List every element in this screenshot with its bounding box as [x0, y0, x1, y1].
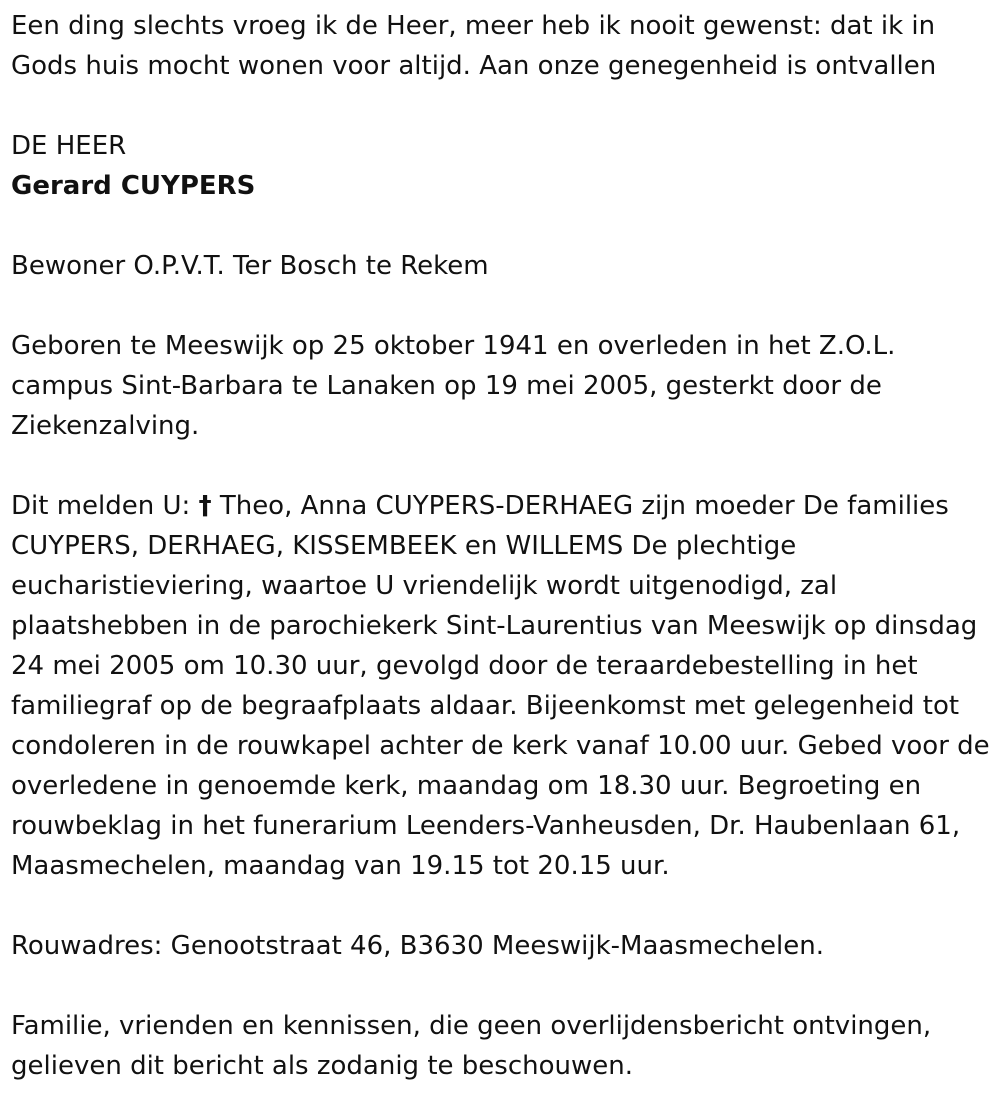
spacer: [11, 86, 991, 126]
announcement-body: Theo, Anna CUYPERS-DERHAEG zijn moeder De families CUYPERS, DERHAEG, KISSEMBEEK en WILLEMS De plechtige eucharistieviering, waartoe U vriendelijk wordt uitgenodigd, zal plaatshebben in de parochiekerk Sint-Laurentius van Meeswijk op dinsdag 24 mei 2005 om 10.30 uur, gevolgd door de teraardebestelling in het familiegraf op de begraafplaats aldaar. Bijeenkomst met gelegenheid tot condoleren in de rouwkapel achter de kerk vanaf 10.00 uur. Gebed voor de overledene in genoemde kerk, maandag om 18.30 uur. Begroeting en rouwbeklag in het funerarium Leenders-Vanheusden, Dr. Haubenlaan 61, Maasmechelen, maandag van 19.15 tot 20.15 uur.: [11, 491, 990, 881]
spacer: [11, 286, 991, 326]
spacer: [11, 446, 991, 486]
deceased-title: DE HEER: [11, 131, 127, 161]
deceased-name: Gerard CUYPERS: [11, 171, 256, 201]
announcement-paragraph: [11, 486, 991, 886]
announcement-prefix: Dit melden U:: [11, 491, 191, 521]
spacer: [11, 886, 991, 926]
closing-paragraph: Familie, vrienden en kennissen, die geen overlijdensbericht ontvingen, gelieven dit bericht als zodanig te beschouwen.: [11, 1011, 932, 1081]
cross-icon: †: [198, 491, 212, 521]
residence-line: Bewoner O.P.V.T. Ter Bosch te Rekem: [11, 251, 489, 281]
spacer: [11, 966, 991, 1006]
spacer: [11, 206, 991, 246]
birth-death-paragraph: Geboren te Meeswijk op 25 oktober 1941 en overleden in het Z.O.L. campus Sint-Barbara te Lanaken op 19 mei 2005, gesterkt door de Ziekenzalving.: [11, 331, 896, 441]
opening-quote: Een ding slechts vroeg ik de Heer, meer heb ik nooit gewenst: dat ik in Gods huis mocht wonen voor altijd. Aan onze genegenheid is ontvallen: [11, 11, 937, 81]
obituary-document: [11, 6, 991, 1086]
mourning-address: Rouwadres: Genootstraat 46, B3630 Meeswijk-Maasmechelen.: [11, 931, 824, 961]
